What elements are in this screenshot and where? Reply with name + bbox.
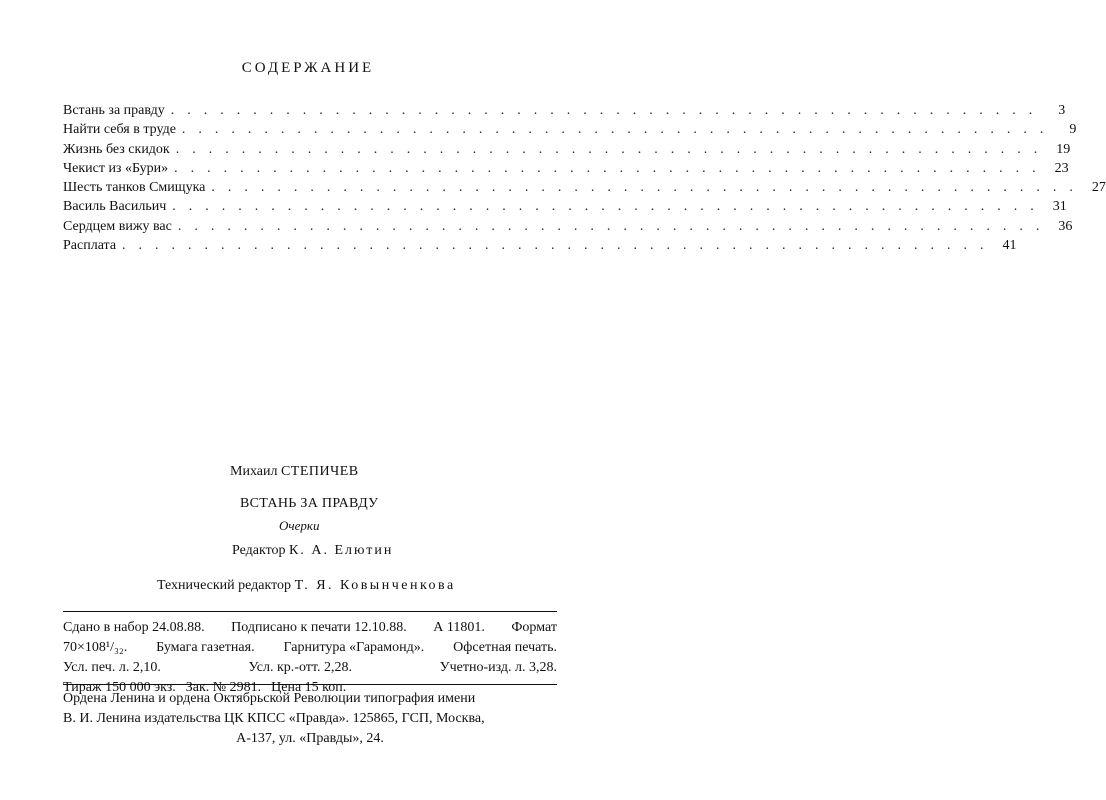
printed-sheets: Усл. печ. л. 2,10.: [63, 660, 161, 675]
price: Цена 15 коп.: [271, 680, 347, 695]
divider-line: [63, 684, 557, 685]
order-number: Зак. № 2981.: [185, 680, 262, 695]
typeface: Гарнитура «Гарамонд».: [283, 640, 425, 655]
toc-leader-dots: .....................................................: [181, 122, 1057, 138]
toc-leader-dots: .....................................................: [211, 180, 1086, 196]
typesetting-date: Сдано в набор 24.08.88.: [63, 620, 205, 635]
toc-item[interactable]: [63, 217, 1073, 236]
tech-editor-name: Т. Я. Ковынченкова: [294, 578, 456, 593]
toc-item-page: 27: [1091, 180, 1106, 196]
toc-item[interactable]: [63, 101, 1066, 120]
table-of-contents: [63, 101, 1106, 255]
toc-item-page: 41: [1002, 238, 1017, 254]
publishing-details: [63, 618, 557, 698]
printer-line: А-137, ул. «Правды», 24.: [236, 731, 384, 746]
author-last-name: СТЕПИЧЕВ: [280, 464, 359, 479]
toc-leader-dots: .....................................................: [177, 218, 1053, 234]
printer-line: В. И. Ленина издательства ЦК КПСС «Правда». 125865, ГСП, Москва,: [63, 711, 485, 726]
tech-editor-label: Технический редактор: [157, 578, 292, 593]
tech-editor-line: [157, 578, 456, 594]
toc-item-page: 9: [1069, 122, 1077, 138]
toc-leader-dots: .....................................................: [170, 103, 1046, 118]
toc-item-label: Сердцем вижу вас: [63, 218, 172, 234]
toc-item[interactable]: [63, 140, 1071, 159]
toc-leader-dots: .....................................................: [174, 160, 1049, 176]
toc-item-page: 31: [1052, 199, 1067, 215]
publisher-sheets: Учетно-изд. л. 3,28.: [439, 660, 557, 675]
toc-item-page: 36: [1058, 218, 1073, 234]
toc-item[interactable]: [63, 178, 1106, 197]
printer-line: Ордена Ленина и ордена Октябрьской Революции типография имени: [63, 691, 476, 706]
toc-leader-dots: .....................................................: [172, 199, 1047, 215]
printer-details: [63, 689, 557, 749]
publishing-line: [63, 638, 557, 658]
toc-leader-dots: .....................................................: [175, 141, 1051, 157]
contents-title: СОДЕРЖАНИЕ: [241, 60, 375, 76]
format-value: 70×108¹/₃₂.: [63, 640, 128, 655]
toc-item-label: Чекист из «Бури»: [63, 160, 169, 176]
editor-line: [232, 543, 393, 559]
toc-item-label: Найти себя в труде: [63, 122, 176, 138]
toc-item-label: Жизнь без скидок: [63, 141, 170, 157]
toc-item-page: 3: [1058, 103, 1066, 118]
license-number: А 11801.: [433, 620, 485, 635]
author-first-name: Михаил: [230, 464, 278, 479]
toc-item[interactable]: [63, 120, 1077, 139]
toc-item-label: Расплата: [63, 238, 117, 254]
editor-name: К. А. Елютин: [289, 543, 394, 558]
print-run: Тираж 150 000 экз.: [63, 680, 176, 695]
toc-item-label: Встань за правду: [63, 103, 165, 118]
publishing-line: [63, 658, 557, 678]
paper-type: Бумага газетная.: [156, 640, 255, 655]
author-line: [230, 464, 359, 480]
toc-item[interactable]: [63, 197, 1067, 216]
toc-item[interactable]: [63, 236, 1017, 255]
print-signed-date: Подписано к печати 12.10.88.: [231, 620, 407, 635]
editor-label: Редактор: [232, 543, 286, 558]
toc-item[interactable]: [63, 159, 1069, 178]
publishing-line: [63, 618, 557, 638]
format-label: Формат: [511, 620, 557, 635]
toc-item-page: 19: [1056, 141, 1071, 157]
print-method: Офсетная печать.: [453, 640, 557, 655]
toc-item-page: 23: [1054, 160, 1069, 176]
toc-item-label: Шесть танков Смищука: [63, 180, 206, 196]
book-subtitle: Очерки: [279, 518, 320, 533]
toc-leader-dots: .....................................................: [122, 238, 997, 254]
book-title: ВСТАНЬ ЗА ПРАВДУ: [240, 496, 379, 511]
color-prints: Усл. кр.-отт. 2,28.: [248, 660, 352, 675]
toc-item-label: Василь Васильич: [63, 199, 167, 215]
divider-line: [63, 611, 557, 612]
